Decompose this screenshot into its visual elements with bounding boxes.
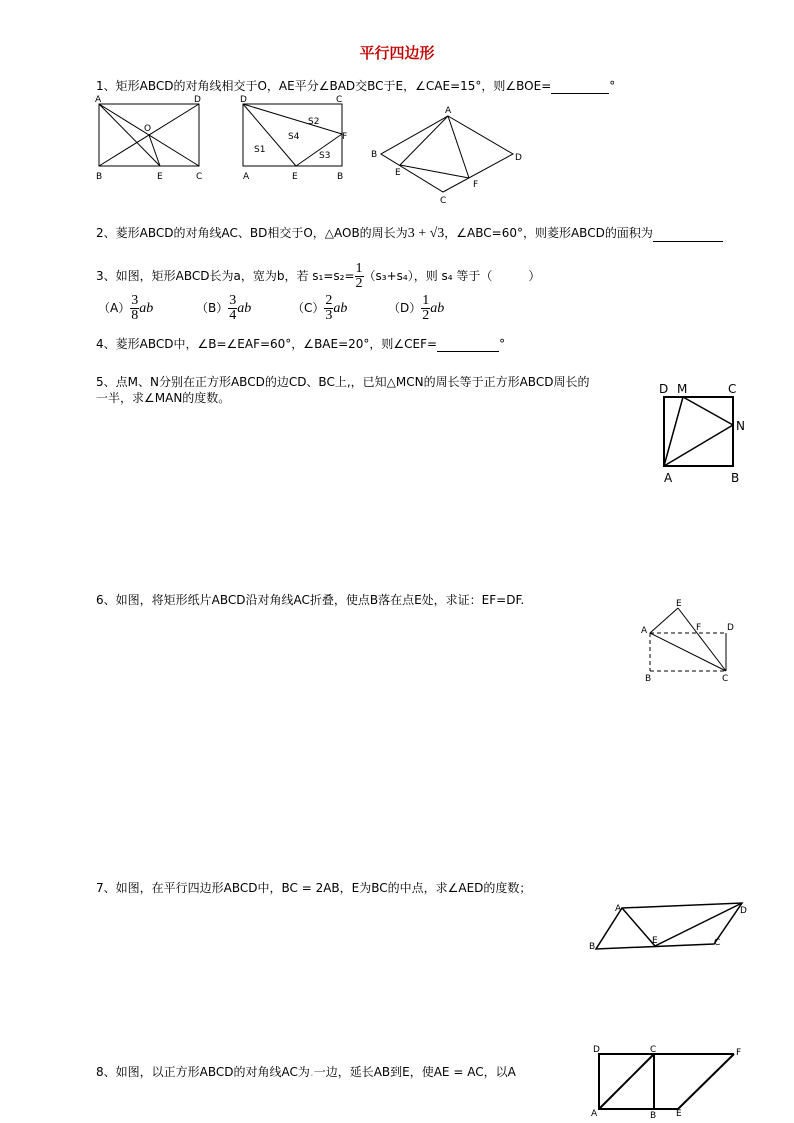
page-title: 平行四边形: [359, 44, 435, 62]
figure-6-folded-rectangle: [640, 596, 744, 686]
fig8-label-d: D: [593, 1045, 600, 1055]
fig5-label-n: N: [736, 419, 745, 433]
perimeter-value: 3 + √3: [407, 226, 445, 241]
fig2-label-s1: S1: [254, 145, 266, 155]
fig6-label-c: C: [722, 674, 729, 684]
fig2-label-d: D: [240, 95, 247, 105]
fig5-label-a: A: [664, 471, 673, 485]
fig1-label-c: C: [196, 172, 203, 182]
fig5-label-b: B: [731, 471, 740, 485]
fig7-label-d: D: [740, 906, 747, 916]
question-1-text: 1、矩形ABCD的对角线相交于O，AE平分∠BAD交BC于E，∠CAE=15°，则∠BOE=: [96, 79, 552, 93]
fig3-label-e: E: [395, 168, 401, 178]
fig3-label-f: F: [473, 180, 479, 190]
fig3-label-b: B: [371, 150, 378, 160]
fig8-label-b: B: [650, 1111, 657, 1121]
fig1-label-a: A: [95, 95, 102, 105]
fig7-label-b: B: [589, 942, 596, 952]
option-d[interactable]: （D） $\frac{1}{2}$ ab: [388, 293, 445, 323]
question-8-text-a: 8、如图，以正方形ABCD的对角线AC为: [96, 1065, 310, 1079]
answer-blank-1[interactable]: [551, 80, 609, 94]
fig2-label-s3: S3: [319, 151, 331, 161]
fig8-label-c: C: [650, 1045, 657, 1055]
question-1: [96, 78, 615, 94]
question-5: [96, 374, 589, 406]
question-5-line-1: 5、点M、N分别在正方形ABCD的边CD、BC上,，已知△MCN的周长等于正方形ABCD周长的: [96, 375, 590, 389]
figure-2-areas: [238, 94, 356, 182]
fig1-label-e: E: [157, 172, 163, 182]
question-8-text-b: 一边，延长AB到E，使AE = AC，以A: [313, 1065, 516, 1079]
question-3-text-b: （s₃+s₄），则 s₄ 等于（ ）: [363, 269, 541, 283]
question-7-text: 7、如图，在平行四边形ABCD中，BC = 2AB，E为BC的中点，求∠AED的度数；: [96, 881, 532, 895]
figure-5-square: [655, 380, 755, 488]
question-2-text-a: 2、菱形ABCD的对角线AC、BD相交于O，△AOB的周长为: [96, 226, 408, 240]
figure-7-parallelogram: [588, 896, 758, 956]
question-2: [96, 225, 723, 242]
question-6: [96, 592, 524, 608]
fig1-label-o: O: [144, 124, 152, 134]
question-6-text: 6、如图，将矩形纸片ABCD沿对角线AC折叠，使点B落在点E处，求证：EF=DF.: [96, 593, 525, 607]
fig2-label-s2: S2: [308, 117, 320, 127]
question-1-unit: °: [609, 79, 616, 93]
question-8: [96, 1064, 516, 1080]
question-2-text-b: ，∠ABC=60°，则菱形ABCD的面积为: [444, 226, 653, 240]
fig8-label-f: F: [736, 1048, 742, 1058]
figure-8-square-parallelogram: [588, 1044, 748, 1120]
fig6-label-d: D: [727, 623, 734, 633]
option-b[interactable]: （B） $\frac{3}{4}$ ab: [196, 293, 252, 323]
fig2-label-a: A: [243, 172, 250, 182]
question-5-line-2: 一半，求∠MAN的度数。: [96, 391, 231, 405]
question-7: [96, 880, 531, 896]
fig2-label-s4: S4: [288, 132, 300, 142]
fig3-label-c: C: [440, 196, 447, 206]
figure-3-rhombus: [368, 102, 528, 212]
option-a[interactable]: （A） $\frac{3}{8}$ ab: [98, 293, 154, 323]
question-4: [96, 336, 505, 352]
question-3-text-a: 3、如图，矩形ABCD长为a，宽为b，若 s₁=s₂=: [96, 269, 355, 283]
option-c[interactable]: （C） $\frac{2}{3}$ ab: [292, 293, 348, 323]
fig8-label-e: E: [676, 1109, 682, 1119]
question-3: [96, 262, 540, 291]
figure-1-rectangle: [96, 94, 208, 182]
fig5-label-m: M: [677, 382, 688, 396]
fig1-label-b: B: [96, 172, 103, 182]
question-4-text: 4、菱形ABCD中，∠B=∠EAF=60°，∠BAE=20°，则∠CEF=: [96, 337, 438, 351]
fig8-label-a: A: [591, 1109, 598, 1119]
fig7-label-e: E: [652, 936, 658, 946]
answer-blank-2[interactable]: [653, 228, 723, 242]
fig1-label-d: D: [194, 95, 201, 105]
fig3-label-d: D: [515, 153, 522, 163]
fig2-label-b: B: [337, 172, 344, 182]
fig3-label-a: A: [445, 106, 452, 116]
question-3-fraction: $\frac{1}{2}$: [355, 261, 363, 291]
fig6-label-f: F: [696, 623, 702, 633]
fig2-label-e: E: [292, 172, 298, 182]
fig5-label-c: C: [728, 382, 737, 396]
fig5-label-d: D: [659, 382, 669, 396]
question-4-unit: °: [499, 337, 506, 351]
fig6-label-b: B: [645, 674, 652, 684]
fig2-label-f: F: [342, 132, 348, 142]
fig7-label-c: C: [714, 938, 721, 948]
fig6-label-a: A: [641, 626, 648, 636]
fig6-label-e: E: [676, 599, 682, 609]
small-mark: .: [309, 1065, 314, 1079]
answer-blank-4[interactable]: [437, 338, 499, 352]
fig7-label-a: A: [615, 904, 622, 914]
fig2-label-c: C: [336, 95, 343, 105]
